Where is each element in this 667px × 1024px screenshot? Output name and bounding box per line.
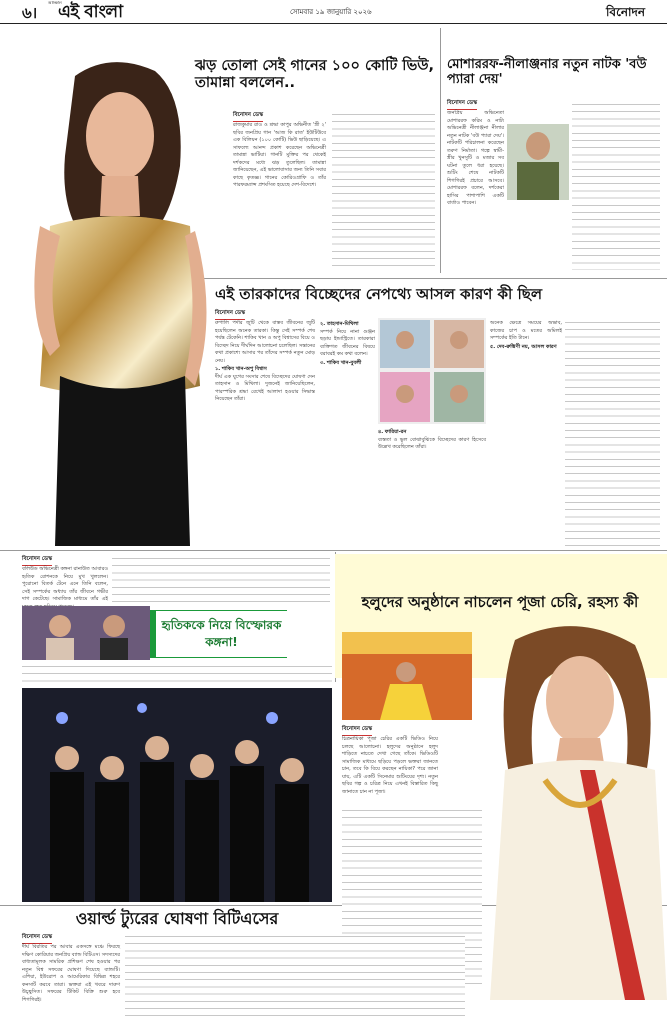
story3-column1 — [215, 320, 315, 546]
story4-body: বলিউড অভিনেত্রী কঙ্গনা রানাউত আবারও হৃতিক রোশনকে নিয়ে মুখ খুললেন। পুরোনো বিতর্ক টেনে এনে তিনি বলেন, সেই সম্পর্কের অধ্যায় তাঁর জীবনে গভীর দাগ কেটেছে। সামাজিক মাধ্যমে তাঁর এই — [22, 566, 108, 602]
story3-body1: রুপালি পর্দার জুটি থেকে বাস্তব জীবনের জুটি হয়েছিলেন অনেক তারকা। কিন্তু সেই সম্পর্ক শেষ পর্যন্ত টেকেনি। শাকিব খান ও অপু বিশ্বাসের বিয়ে ও বিচ্ছেদ নিয়ে দীর্ঘদিন আলোচনা চলেছিল। সন্তানের কথা প্রকাশ্যে আসার পর তাঁদের সম্পর্ক নতুন মোড় নেয়। — [215, 320, 315, 364]
mosharraf-nilanjana-photo — [507, 124, 569, 200]
story1-body: রাজকুমার রাও ও শ্রদ্ধা কাপুর অভিনীত 'স্ত্রী ২' ছবির জনপ্রিয় গান 'আজ কি রাত' ইউটিউবে এক বিলিয়ন (১০০ কোটি) ভিউ ছাড়িয়েছে। এ সাফল্যে আনন্দ প্রকাশ করেছেন অভিনেত্রী তামান্না ভাটিয়া। গানটি মুক্তির পর থেকেই দর্শকদের মধ্যে ঝড় তুলেছিল। তামান্না জানিয়েছেন, এই ভালোবাসার জন্য তিনি সবার কাছে কৃতজ্ঞ। গানের কোরিওগ্রাফি ও তাঁর পারফরম্যান্স প্রশংসিত হয়েছে দেশ-বিদেশে। — [233, 122, 326, 188]
logo-text: এই বাংলা — [58, 2, 123, 22]
story6-text-lines — [125, 934, 465, 1020]
kangana-hrithik-photo — [22, 606, 150, 660]
story3-column2 — [320, 320, 375, 546]
story2-body: জনপ্রিয় অভিনেতা মোশাররফ করিম ও নাট্য অভিনেত্রী নীলাঞ্জনা নীলার নতুন নাটক 'বউ প্যারা দেয়'। নাটকটি পরিচালনা করেছেন তরুণ নির্মাতা। গল্পে স্বামী-স্ত্রীর খুনসুটি ও মজার সব ঘটনা তুলে ধরা হয়েছে। শুটিং শেষে নাটকটি শিগগিরই প্রচারে আসবে। মোশাররফ বলেন, দর্শকেরা হাসির পাশাপাশি একটি বার্তাও পাবেন। — [447, 110, 504, 206]
story3-headline[interactable]: এই তারকাদের বিচ্ছেদের নেপথ্যে আসল কারণ কী ছিল — [215, 285, 543, 303]
story3-body5: অনেক ক্ষেত্রে সময়ের অভাব, কাজের চাপ ও মতের অমিলই সম্পর্কের ইতি টানে। — [490, 320, 562, 341]
story3-sub1: ১. শাকিব খান-অপু বিশ্বাস — [215, 366, 267, 372]
story5-byline: বিনোদন ডেস্ক — [342, 726, 372, 736]
kangana-banner[interactable] — [150, 610, 287, 658]
page-number: ৬। — [22, 4, 38, 22]
story1-headline[interactable]: ঝড় তোলা সেই গানের ১০০ কোটি ভিউ, তামান্না বললেন.. — [195, 58, 435, 91]
story5-headline[interactable]: হলুদের অনুষ্ঠানে নাচলেন পূজা চেরি, রহস্য কী — [361, 593, 639, 611]
story4-byline: বিনোদন ডেস্ক — [22, 556, 52, 566]
story3-column4 — [490, 320, 562, 546]
story4-text-lines — [112, 556, 330, 604]
kangana-banner-text: হৃতিককে নিয়ে বিস্ফোরক কঙ্গনা! — [161, 618, 282, 650]
section-rule — [190, 278, 667, 279]
story3-sub4: ৪. ফারিয়া-রন — [378, 429, 407, 435]
story3-column3 — [378, 428, 486, 546]
story3-sub3: ৩. শাকিব খান-বুবলী — [320, 359, 362, 366]
story3-body2: দীর্ঘ এক যুগের সংসার শেষে বিচ্ছেদের ঘোষণা দেন তাহসান ও মিথিলা। দুজনেই জানিয়েছিলেন, পারস্পরিক শ্রদ্ধা রেখেই আলাদা হওয়ার সিদ্ধান্ত নিয়েছেন তাঁরা। — [215, 373, 315, 402]
story6-byline: বিনোদন ডেস্ক — [22, 934, 52, 944]
section-name: বিনোদন — [605, 5, 645, 19]
story5-body: চিত্রনায়িকা পূজা চেরির একটি ভিডিও নিয়ে চলছে আলোচনা। হলুদের অনুষ্ঠানে হলুদ শাড়িতে নাচতে দেখা গেছে তাঁকে। ভিডিওটি সামাজিক মাধ্যমে ছড়িয়ে পড়লে ভক্তরা জানতে চান, তবে কি বিয়ে করছেন নায়িকা? পরে জানা যায়, এটি একটি সিনেমার শুটিংয়ের দৃশ্য। নতুন ছবির গল্প ও চরিত্র নিয়ে এখনই বিস্তারিত কিছু জানাতে চান না পূজা। — [342, 736, 438, 795]
story3-sub2: ২. তাহসান-মিথিলা — [320, 321, 359, 327]
story6-headline[interactable]: ওয়ার্ল্ড ট্যুরের ঘোষণা বিটিএসের — [75, 909, 279, 928]
issue-date: সোমবার ১৯ জানুয়ারি ২০২৬ — [290, 8, 372, 16]
story1-byline: বিনোদন ডেস্ক — [233, 112, 263, 122]
story2-text-lines — [572, 102, 660, 270]
star-couples-collage — [378, 318, 486, 424]
column-rule — [440, 28, 441, 273]
story4-text-lines-2 — [22, 664, 332, 686]
story3-body4: ব্যস্ততা ও ভুল বোঝাবুঝিকে বিচ্ছেদের কারণ হিসেবে উল্লেখ করেছিলেন তাঁরা। — [378, 436, 486, 450]
story3-byline: বিনোদন ডেস্ক — [215, 310, 245, 320]
newspaper-logo[interactable] — [48, 0, 123, 25]
masthead — [0, 0, 667, 24]
section-rule — [0, 550, 667, 551]
story3-sub5: ৫. দেব-রুক্মিণী নয়, আসল কারণ — [490, 343, 557, 350]
story3-body3: সম্পর্ক নিয়ে নানা গুঞ্জন ছড়ায় ইন্ডাস্ট্রিতে। তারকারা ব্যক্তিগত জীবনের বিষয়ে বরাবরই কম কথা বলেন। — [320, 328, 375, 357]
tamannaah-photo — [20, 56, 220, 546]
story6-body: দীর্ঘ বিরতির পর আবার একসঙ্গে মঞ্চে ফিরছে দক্ষিণ কোরিয়ার জনপ্রিয় ব্যান্ড বিটিএস। সদস্যদের বাধ্যতামূলক সামরিক প্রশিক্ষণ শেষ হওয়ার পর নতুন বিশ্ব সফরের ঘোষণা দিয়েছে ব্যান্ডটি। এশিয়া, ইউরোপ ও আমেরিকার বিভিন্ন শহরে কনসার্ট করবে তারা। ভক্তরা এই খবরে দারুণ উচ্ছ্বসিত। সফরের টিকিট বিক্রি শুরু হবে শিগগিরই। — [22, 944, 120, 1003]
logo-tag: আজকাল — [48, 0, 62, 5]
story3-text-lines — [565, 320, 660, 546]
story1-text-lines — [332, 112, 435, 272]
bts-photo — [22, 688, 332, 902]
story2-byline: বিনোদন ডেস্ক — [447, 100, 477, 110]
puja-cherry-photo — [475, 620, 667, 1000]
story2-headline[interactable]: মোশাররফ-নীলাঞ্জনার নতুন নাটক 'বউ প্যারা দেয়' — [447, 57, 647, 87]
puja-dance-photo — [342, 632, 472, 720]
